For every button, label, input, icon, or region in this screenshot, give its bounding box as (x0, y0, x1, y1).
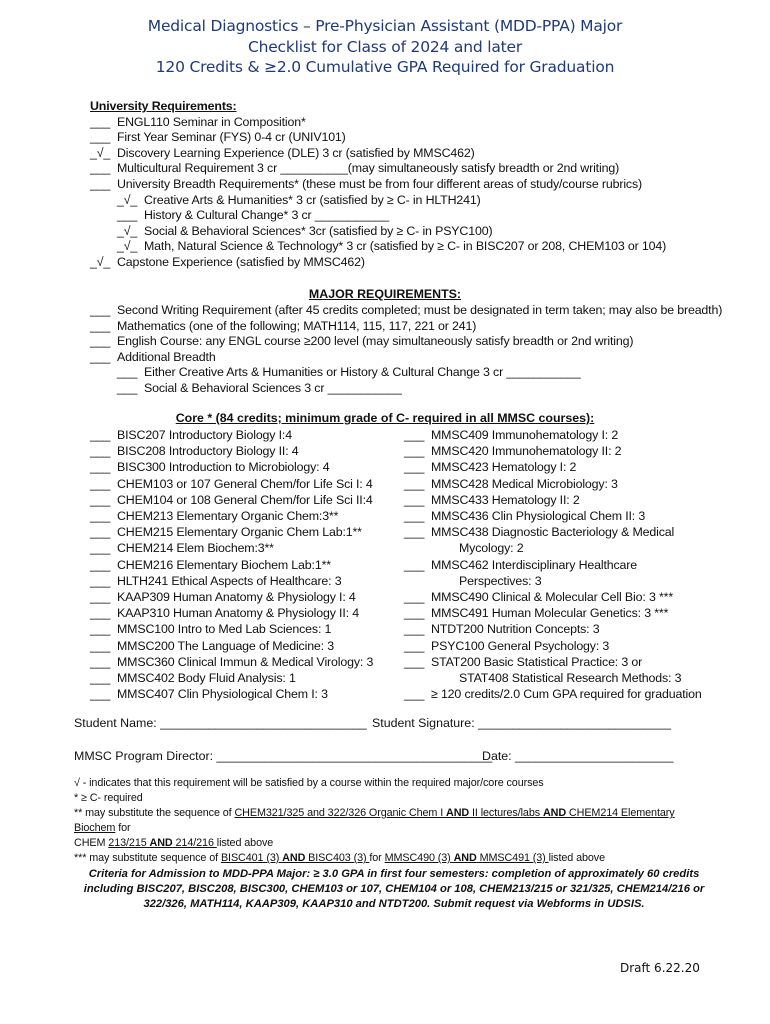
course-text: MMSC491 Human Molecular Genetics: 3 *** (431, 606, 669, 621)
checkbox-line[interactable]: ___ (117, 208, 138, 223)
checkbox-line[interactable]: ___ (90, 476, 111, 491)
core-course-item (90, 427, 373, 443)
course-text: HLTH241 Ethical Aspects of Healthcare: 3 (117, 573, 342, 588)
university-requirement-item (90, 130, 666, 146)
course-text: MMSC436 Clin Physiological Chem II: 3 (431, 509, 646, 524)
university-requirement-item (90, 146, 666, 162)
checkbox-line[interactable]: ___ (404, 492, 425, 507)
core-left-column (90, 427, 373, 702)
course-text: Mycology: 2 (459, 541, 524, 556)
requirement-text: Capstone Experience (satisfied by MMSC462) (117, 254, 365, 269)
requirement-text: Mathematics (one of the following; MATH114, 115, 117, 221 or 241) (117, 318, 477, 333)
course-text: MMSC423 Hematology I: 2 (431, 460, 577, 475)
checkbox-line[interactable]: ___ (404, 460, 425, 475)
core-course-item (404, 621, 702, 637)
checkbox-line[interactable]: _√_ (90, 145, 111, 160)
checkbox-line[interactable]: ___ (404, 476, 425, 491)
additional-breadth-item (117, 365, 722, 381)
breadth-requirement-item (117, 224, 666, 240)
checkbox-line[interactable]: ___ (404, 557, 425, 572)
checkbox-line[interactable]: ___ (90, 654, 111, 669)
course-text: CHEM104 or 108 General Chem/for Life Sci II:4 (117, 492, 373, 507)
course-text: KAAP309 Human Anatomy & Physiology I: 4 (117, 590, 356, 605)
course-text: MMSC407 Clin Physiological Chem I: 3 (117, 687, 328, 702)
core-course-item (90, 686, 373, 702)
course-text: MMSC490 Clinical & Molecular Cell Bio: 3 *** (431, 590, 673, 605)
checkbox-line[interactable]: ___ (404, 590, 425, 605)
checkbox-line[interactable]: _√_ (117, 223, 138, 238)
checkbox-line[interactable]: ___ (90, 541, 111, 556)
course-text: BISC208 Introductory Biology II: 4 (117, 444, 299, 459)
title-credits: 120 Credits & ≥2.0 Cumulative GPA Required for Graduation (155, 58, 615, 76)
requirement-text: Discovery Learning Experience (DLE) 3 cr (satisfied by MMSC462) (117, 145, 475, 160)
major-requirement-item (90, 334, 722, 350)
checkbox-line[interactable]: ___ (404, 444, 425, 459)
major-requirement-item (90, 350, 722, 366)
checkbox-line[interactable]: _√_ (117, 192, 138, 207)
checkbox-line[interactable]: ___ (90, 573, 111, 588)
checkbox-line[interactable]: ___ (90, 590, 111, 605)
checkbox-line[interactable]: ___ (90, 557, 111, 572)
admission-criteria (74, 867, 714, 912)
requirement-text: Either Creative Arts & Humanities or History & Cultural Change 3 cr ___________ (144, 365, 581, 380)
course-text: MMSC428 Medical Microbiology: 3 (431, 476, 618, 491)
course-text: MMSC100 Intro to Med Lab Sciences: 1 (117, 622, 332, 637)
requirement-text: University Breadth Requirements* (these must be from four different areas of study/course rubrics) (117, 176, 642, 191)
course-text: ≥ 120 credits/2.0 Cum GPA required for graduation (431, 687, 702, 702)
course-text: KAAP310 Human Anatomy & Physiology II: 4 (117, 606, 359, 621)
checkbox-line[interactable]: ___ (90, 622, 111, 637)
requirement-text: Additional Breadth (117, 349, 216, 364)
requirement-text: Social & Behavioral Sciences* 3cr (satisfied by ≥ C- in PSYC100) (144, 223, 493, 238)
course-text: MMSC402 Body Fluid Analysis: 1 (117, 671, 296, 686)
core-course-item (404, 508, 702, 524)
major-heading: MAJOR REQUIREMENTS: (308, 287, 462, 301)
checkbox-line[interactable]: ___ (90, 303, 111, 317)
student-signature-field[interactable]: Student Signature: ____________________________ (372, 716, 672, 730)
course-text: MMSC360 Clinical Immun & Medical Virology: 3 (117, 654, 374, 669)
core-course-item (90, 476, 373, 492)
breadth-requirement-item (117, 193, 666, 209)
requirement-text: History & Cultural Change* 3 cr ___________ (144, 208, 389, 223)
university-requirement-item (90, 177, 666, 193)
note-checkmark: √ - indicates that this requirement will be satisfied by a course within the required major/core courses (74, 777, 544, 789)
core-course-item (404, 654, 702, 670)
note-grade: * ≥ C- required (74, 792, 143, 804)
title-class: Checklist for Class of 2024 and later (247, 37, 523, 56)
course-text: BISC300 Introduction to Microbiology: 4 (117, 460, 330, 475)
checkbox-line[interactable]: ___ (90, 334, 111, 349)
course-text: CHEM103 or 107 General Chem/for Life Sci I: 4 (117, 476, 373, 491)
note-chem-substitution: ** may substitute the sequence of CHEM321/325 and 322/326 Organic Chem I AND II lectures/labs AND CHEM214 Elementary Biochem for CHEM 213/215 AND 214/216 listed above (74, 807, 675, 849)
checkbox-line[interactable]: ___ (90, 444, 111, 459)
course-text: MMSC433 Hematology II: 2 (431, 492, 580, 507)
course-text: MMSC438 Diagnostic Bacteriology & Medical (431, 525, 675, 540)
breadth-requirement-item (117, 239, 666, 255)
requirement-text: First Year Seminar (FYS) 0-4 cr (UNIV101) (117, 130, 346, 145)
checkbox-line[interactable]: ___ (404, 687, 425, 702)
core-course-item (404, 638, 702, 654)
university-requirement-item (90, 161, 666, 177)
checkbox-line[interactable]: ___ (404, 622, 425, 637)
criteria-label: Criteria for Admission to MDD-PPA Major: (88, 868, 311, 880)
core-course-item (404, 540, 702, 556)
university-requirement-item (90, 115, 666, 131)
course-text: NTDT200 Nutrition Concepts: 3 (431, 622, 600, 637)
course-text: MMSC420 Immunohematology II: 2 (431, 444, 622, 459)
course-text: CHEM215 Elementary Organic Chem Lab:1** (117, 525, 362, 540)
requirement-text: Multicultural Requirement 3 cr __________(may simultaneously satisfy breadth or 2nd writing) (117, 161, 620, 176)
checkbox-line[interactable]: ___ (90, 525, 111, 540)
core-course-item (90, 638, 373, 654)
core-course-item (90, 670, 373, 686)
breadth-requirement-item (117, 208, 666, 224)
core-right-column (404, 427, 702, 702)
course-text: MMSC462 Interdisciplinary Healthcare (431, 557, 638, 572)
checkbox-line[interactable]: ___ (90, 606, 111, 621)
requirement-text: ENGL110 Seminar in Composition* (117, 114, 306, 129)
course-text: MMSC200 The Language of Medicine: 3 (117, 638, 335, 653)
checkbox-line[interactable]: ___ (90, 130, 111, 145)
checkbox-line[interactable]: ___ (117, 365, 138, 380)
core-course-item (404, 524, 702, 540)
document-header (0, 16, 770, 78)
checkbox-line[interactable]: ___ (90, 428, 111, 442)
student-name-field[interactable]: Student Name: ______________________________ (74, 716, 367, 730)
core-course-item (404, 427, 702, 443)
course-text: Perspectives: 3 (459, 573, 542, 588)
checkbox-line[interactable]: ___ (90, 318, 111, 333)
checkbox-line[interactable]: ___ (90, 671, 111, 686)
major-requirement-item (90, 303, 722, 319)
requirement-text: English Course: any ENGL course ≥200 level (may simultaneously satisfy breadth or 2nd writing) (117, 334, 634, 349)
checkbox-line[interactable]: ___ (404, 654, 425, 669)
core-course-item (90, 443, 373, 459)
requirement-text: Creative Arts & Humanities* 3 cr (satisfied by ≥ C- in HLTH241) (144, 192, 481, 207)
requirement-text: Second Writing Requirement (after 45 credits completed; must be designated in term taken; may also be breadth) (117, 303, 723, 317)
core-course-item (404, 443, 702, 459)
program-director-field[interactable]: MMSC Program Director: ________________________________________ (74, 749, 493, 763)
checkbox-line[interactable]: ___ (404, 525, 425, 540)
checkbox-line[interactable]: ___ (90, 509, 111, 524)
core-course-item (90, 573, 373, 589)
core-course-item (404, 492, 702, 508)
checkbox-line[interactable]: ___ (404, 638, 425, 653)
major-requirements (90, 303, 722, 397)
core-course-item (90, 524, 373, 540)
core-course-item (404, 686, 702, 702)
major-requirement-item (90, 319, 722, 335)
core-course-item (90, 621, 373, 637)
checkbox-line[interactable]: _√_ (90, 254, 111, 269)
requirement-text: Social & Behavioral Sciences 3 cr ___________ (144, 380, 402, 395)
checkbox-line[interactable]: ___ (90, 114, 111, 129)
course-text: CHEM214 Elem Biochem:3** (117, 541, 274, 556)
core-course-item (404, 573, 702, 589)
core-course-item (404, 557, 702, 573)
capstone-requirement-item (90, 255, 666, 271)
checkbox-line[interactable]: ___ (90, 687, 111, 702)
core-course-item (404, 605, 702, 621)
criteria-text: ≥ 3.0 GPA in first four semesters: completion of approximately 60 credits including BISC207, BISC208, BISC300, CHEM103 or 107, CHEM104 or 108, CHEM213/215 or 321/325, CHEM214/216 or 322/326, MATH114, KAAP309, KAAP310 and NTDT200. Submit request via Webforms in UDSIS. (83, 868, 705, 910)
additional-breadth-item (117, 381, 722, 397)
core-course-item (404, 670, 702, 686)
core-course-item (90, 540, 373, 556)
draft-date: Draft 6.22.20 (620, 961, 700, 975)
core-course-item (90, 459, 373, 475)
course-text: PSYC100 General Psychology: 3 (431, 638, 610, 653)
core-course-item (404, 459, 702, 475)
university-heading: University Requirements: (90, 99, 237, 113)
checkbox-line[interactable]: ___ (90, 349, 111, 364)
core-course-item (90, 589, 373, 605)
checkbox-line[interactable]: ___ (117, 380, 138, 395)
checkbox-line[interactable]: ___ (90, 460, 111, 475)
checkbox-line[interactable]: ___ (404, 428, 425, 442)
core-course-item (404, 476, 702, 492)
checkbox-line[interactable]: ___ (90, 161, 111, 176)
course-text: BISC207 Introductory Biology I:4 (117, 428, 292, 442)
checkbox-line[interactable]: ___ (404, 606, 425, 621)
course-text: STAT408 Statistical Research Methods: 3 (459, 671, 682, 686)
course-text: CHEM216 Elementary Biochem Lab:1** (117, 557, 331, 572)
requirement-text: Math, Natural Science & Technology* 3 cr (satisfied by ≥ C- in BISC207 or 208, CHEM103 or 104) (144, 239, 667, 254)
core-course-item (90, 605, 373, 621)
course-text: CHEM213 Elementary Organic Chem:3** (117, 509, 339, 524)
course-text: MMSC409 Immunohematology I: 2 (431, 428, 619, 442)
core-course-item (404, 589, 702, 605)
university-requirements (90, 99, 666, 271)
core-course-item (90, 654, 373, 670)
date-field[interactable]: Date: _______________________ (482, 749, 674, 763)
checkbox-line[interactable]: ___ (90, 176, 111, 191)
core-course-item (90, 557, 373, 573)
title-major: Medical Diagnostics – Pre-Physician Assistant (MDD-PPA) Major (147, 17, 623, 35)
footnotes (74, 776, 714, 866)
core-course-item (90, 492, 373, 508)
course-text: STAT200 Basic Statistical Practice: 3 or (431, 654, 643, 669)
checkbox-line[interactable]: ___ (90, 492, 111, 507)
checkbox-line[interactable]: ___ (404, 509, 425, 524)
core-heading: Core * (84 credits; minimum grade of C- required in all MMSC courses): (175, 411, 595, 425)
note-bisc-substitution: *** may substitute sequence of BISC401 (3) AND BISC403 (3) for MMSC490 (3) AND MMSC491 (3) listed above (74, 852, 606, 864)
checkbox-line[interactable]: _√_ (117, 239, 138, 254)
core-course-item (90, 508, 373, 524)
checkbox-line[interactable]: ___ (90, 638, 111, 653)
